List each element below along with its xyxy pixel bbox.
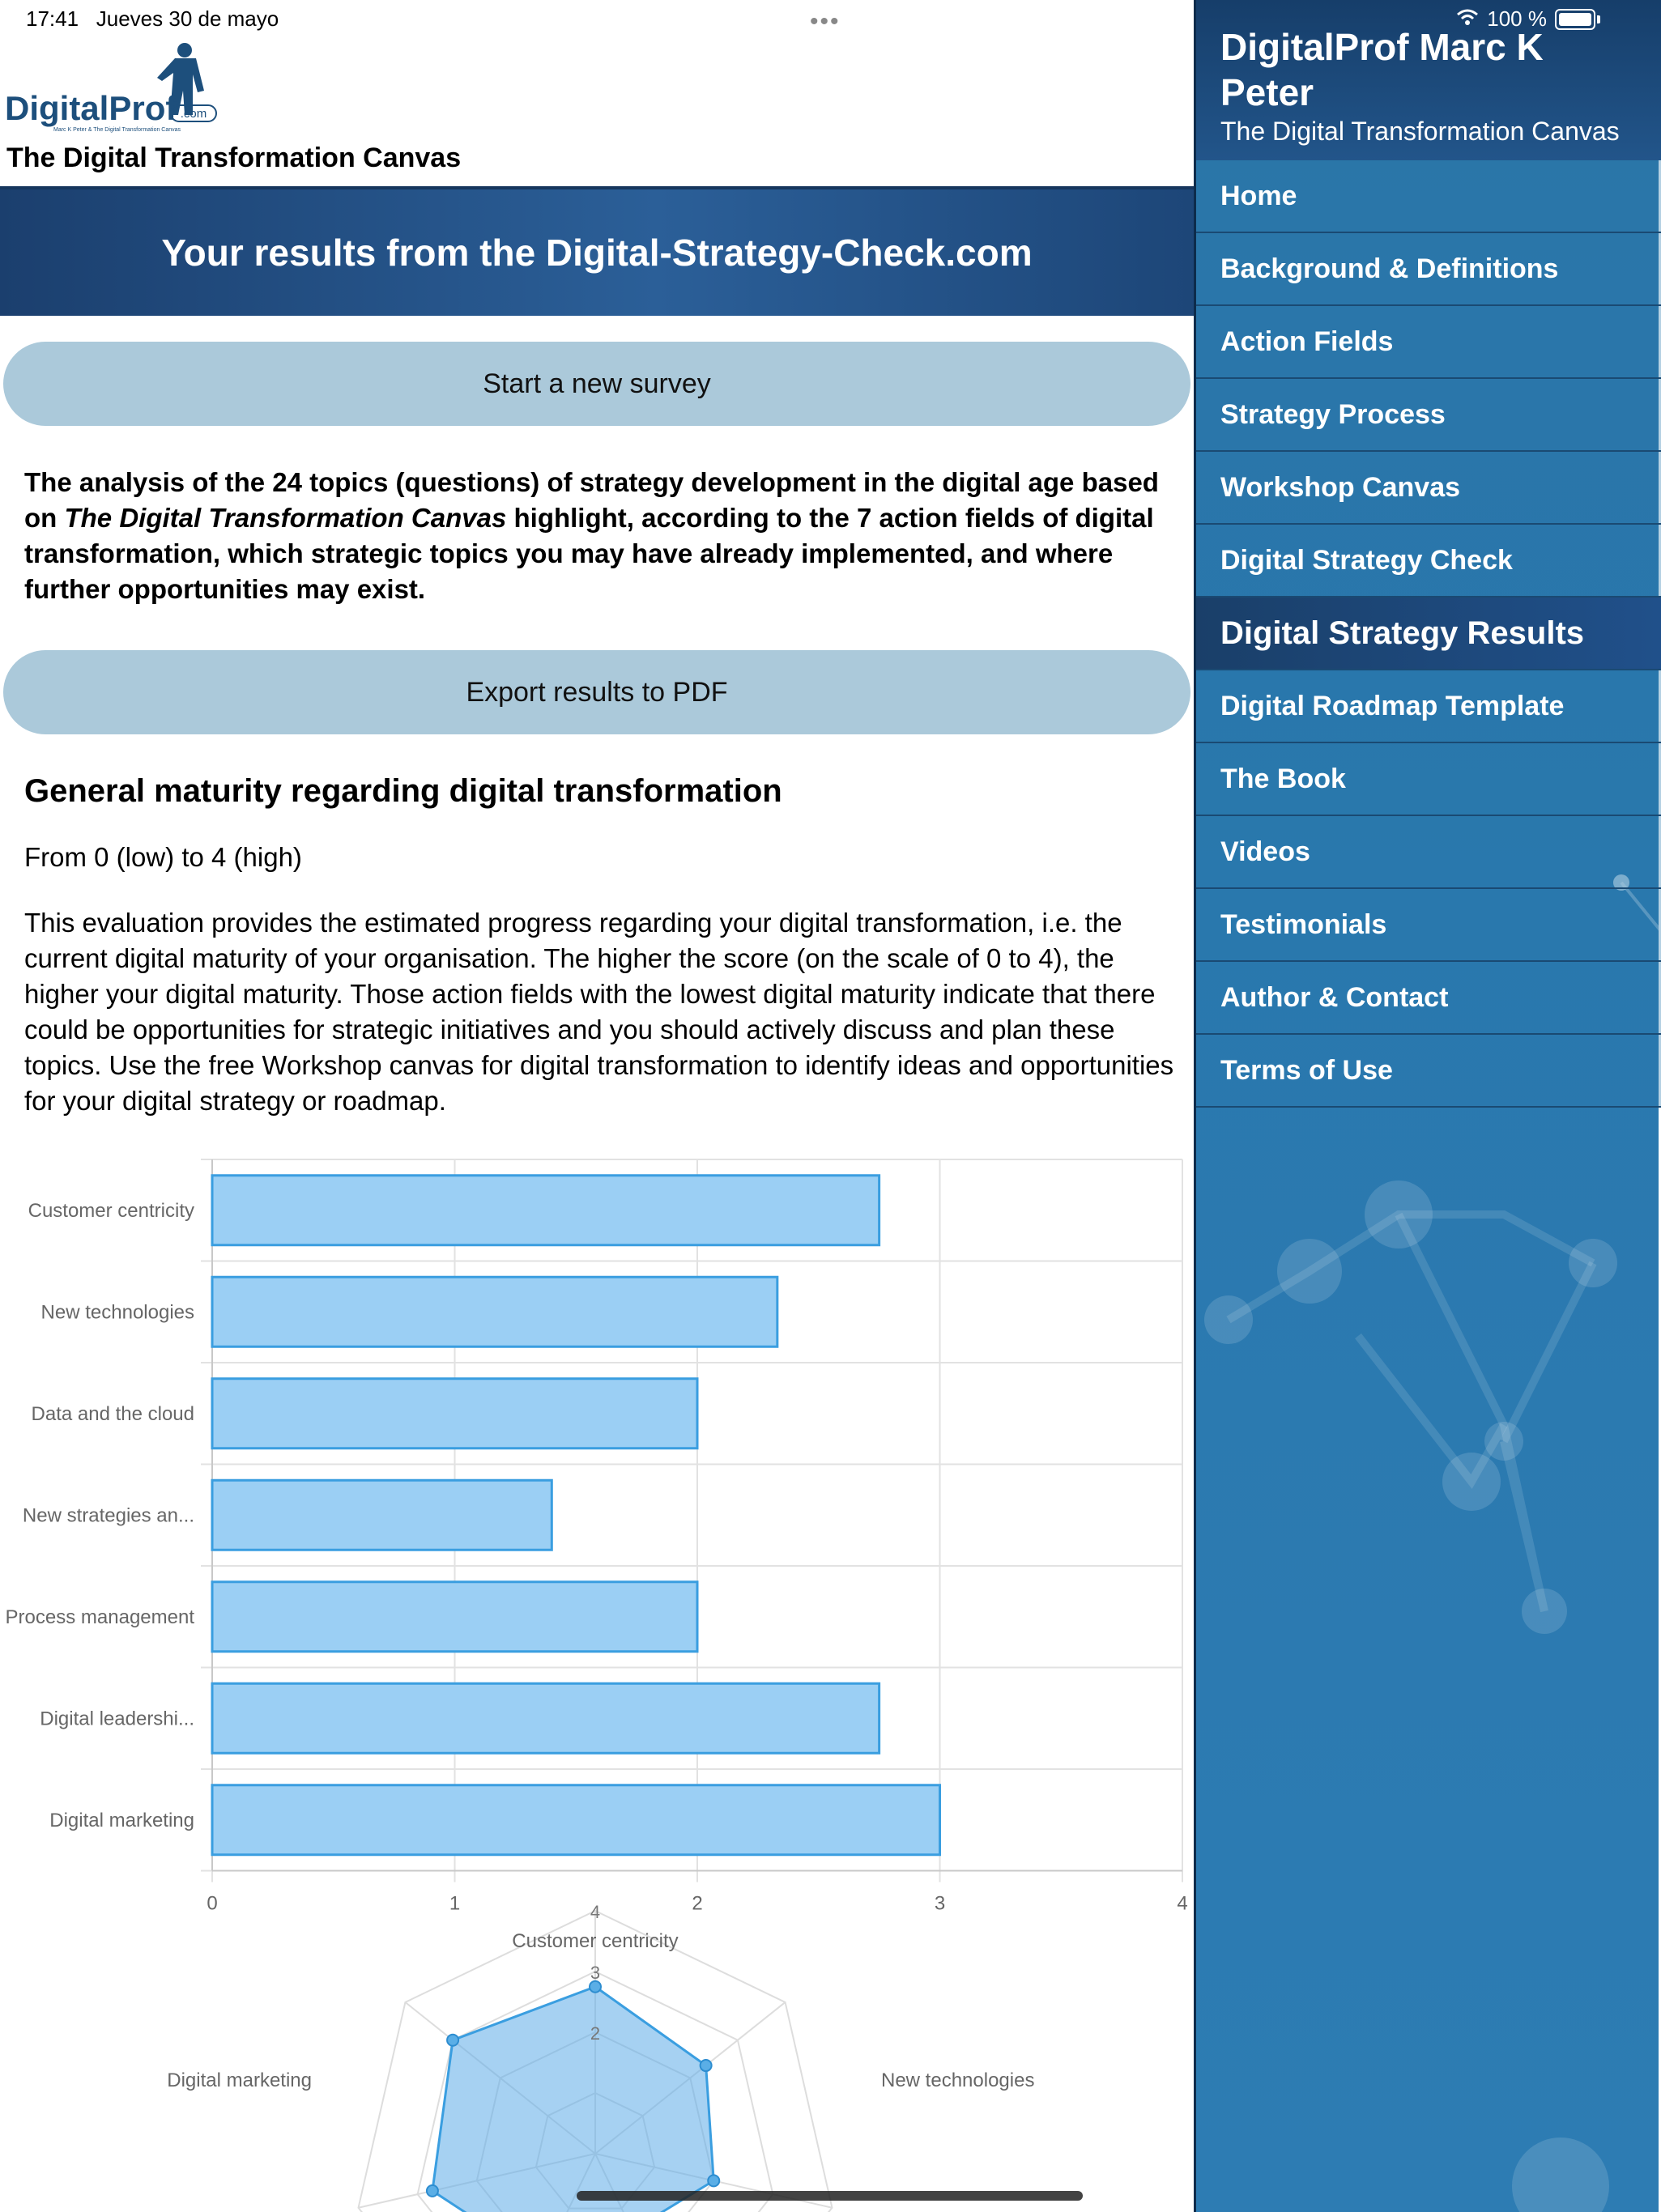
scale-note: From 0 (low) to 4 (high) (24, 842, 302, 872)
page-title: Your results from the Digital-Strategy-Check.com (161, 232, 1033, 274)
radar-tick-label: 2 (590, 2023, 601, 2044)
status-time-date (26, 6, 279, 32)
sidebar-item-strategy-process[interactable]: Strategy Process (1196, 379, 1661, 452)
intro-text-1: The analysis of the 24 topics (questions) of strategy development in the digital age based on (24, 467, 1159, 533)
sidebar-item-workshop-canvas[interactable]: Workshop Canvas (1196, 452, 1661, 525)
start-new-survey-button[interactable]: Start a new survey (3, 342, 1190, 426)
radar-point (708, 2175, 719, 2186)
sidebar-subtitle: The Digital Transformation Canvas (1220, 117, 1620, 146)
x-tick-label: 4 (1177, 1892, 1188, 1915)
logo-text: DigitalProf (5, 89, 177, 127)
radar-axis-label: New technologies (881, 2069, 1035, 2091)
multitask-dots-icon[interactable]: ••• (810, 8, 841, 35)
bar (212, 1480, 552, 1550)
wifi-icon (1456, 6, 1479, 32)
category-label: New strategies an... (22, 1504, 194, 1527)
radar-tick-label: 4 (590, 1902, 601, 1922)
sidebar-item-digital-strategy-check[interactable]: Digital Strategy Check (1196, 525, 1661, 598)
radar-point (447, 2035, 458, 2046)
section-heading: General maturity regarding digital transformation (24, 773, 782, 809)
battery-icon (1555, 9, 1595, 30)
category-label: New technologies (40, 1301, 194, 1324)
bar (212, 1379, 697, 1448)
bar (212, 1683, 879, 1753)
status-date: Jueves 30 de mayo (96, 6, 279, 31)
category-label: Data and the cloud (31, 1402, 194, 1425)
category-label: Process management (5, 1606, 194, 1628)
category-label: Digital leadershi... (40, 1708, 194, 1730)
status-time: 17:41 (26, 6, 79, 31)
sidebar-item-videos[interactable]: Videos (1196, 816, 1661, 889)
section-description: This evaluation provides the estimated progress regarding your digital transformation, i.e. the current digital maturity of your organisation. The higher the score (on the scale of 0 to 4), the higher your digital maturity. Those action fields with the lowest digital maturity indicate that there could be opportunities for strategic initiatives and you should actively discuss and plan these topics. Use the free Workshop canvas for digital transformation to identify ideas and opportunities for your digital strategy or roadmap. (24, 908, 1174, 1116)
maturity-radar-chart (0, 1902, 1194, 2212)
intro-text-2: highlight, according to the 7 action fields of digital transformation, which strategic topics you may have already implemented, and where further opportunities may exist. (24, 503, 1154, 604)
sidebar-item-the-book[interactable]: The Book (1196, 743, 1661, 816)
sidebar-item-digital-strategy-results[interactable]: Digital Strategy Results (1196, 598, 1661, 670)
logo-tagline: Marc K Peter & The Digital Transformation Canvas (53, 127, 181, 133)
bar (212, 1176, 879, 1245)
site-title: The Digital Transformation Canvas (6, 143, 462, 173)
home-indicator[interactable] (577, 2191, 1083, 2201)
maturity-bar-chart (0, 1150, 1194, 1919)
x-tick-label: 3 (934, 1892, 946, 1915)
category-label: Customer centricity (28, 1199, 194, 1222)
status-indicators (1456, 6, 1600, 32)
sidebar-item-home[interactable]: Home (1196, 160, 1661, 233)
radar-axis-label: Customer centricity (512, 1930, 679, 1952)
sidebar-item-terms-of-use[interactable]: Terms of Use (1196, 1035, 1661, 1108)
intro-book-title: The Digital Transformation Canvas (64, 503, 507, 533)
x-tick-label: 2 (692, 1892, 703, 1915)
sidebar-item-testimonials[interactable]: Testimonials (1196, 889, 1661, 962)
radar-point (701, 2060, 712, 2071)
bar (212, 1582, 697, 1652)
sidebar-menu (1194, 0, 1659, 2212)
page-title-banner (0, 186, 1194, 316)
sidebar-item-digital-roadmap-template[interactable]: Digital Roadmap Template (1196, 670, 1661, 743)
export-pdf-button[interactable]: Export results to PDF (3, 650, 1190, 734)
sidebar-item-background-definitions[interactable]: Background & Definitions (1196, 233, 1661, 306)
sidebar-item-author-contact[interactable]: Author & Contact (1196, 962, 1661, 1035)
bar (212, 1785, 940, 1855)
bar (212, 1277, 777, 1346)
radar-point (427, 2185, 438, 2197)
x-tick-label: 0 (207, 1892, 218, 1915)
digitalprof-logo[interactable] (5, 40, 224, 138)
logo-domain: .com (180, 107, 207, 121)
radar-axis-label: Digital marketing (167, 2069, 312, 2091)
category-label: Digital marketing (49, 1809, 194, 1831)
x-tick-label: 1 (449, 1892, 461, 1915)
sidebar-nav (1196, 160, 1661, 1108)
intro-paragraph (24, 465, 1174, 607)
battery-percent: 100 % (1487, 6, 1547, 31)
radar-area (432, 1987, 713, 2212)
sidebar-author-name: DigitalProf Marc K Peter (1220, 26, 1544, 113)
radar-tick-label: 3 (590, 1963, 601, 1983)
sidebar-item-action-fields[interactable]: Action Fields (1196, 306, 1661, 379)
